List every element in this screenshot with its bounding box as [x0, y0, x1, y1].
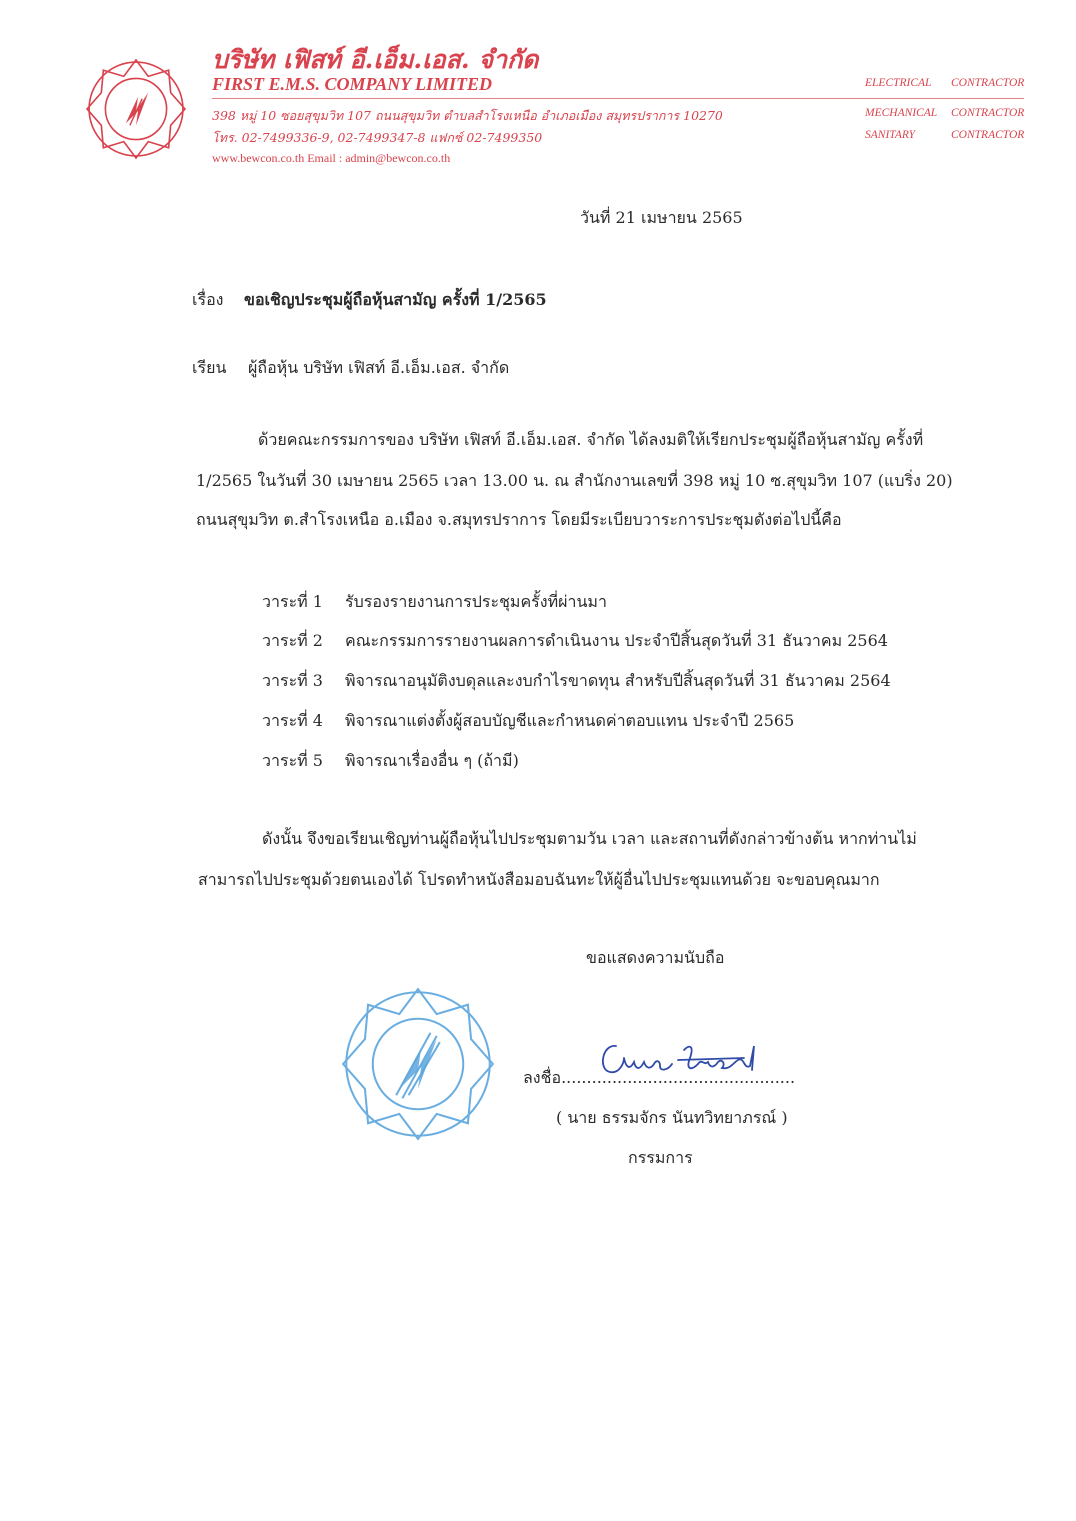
letterhead-divider	[212, 98, 1024, 99]
signer-name: ( นาย ธรรมจักร นันทวิทยาภรณ์ )	[556, 1108, 788, 1127]
service-role-mechanical: CONTRACTOR	[951, 107, 1025, 119]
agenda-number-3: วาระที่ 3	[262, 671, 323, 690]
agenda-text-2: คณะกรรมการรายงานผลการดำเนินงาน ประจำปีสิ้นสุดวันที่ 31 ธันวาคม 2564	[345, 631, 888, 650]
service-field-electrical: ELECTRICAL	[865, 77, 932, 89]
subject-text: ขอเชิญประชุมผู้ถือหุ้นสามัญ ครั้งที่ 1/2565	[244, 290, 547, 309]
company-logo-icon	[85, 58, 187, 160]
intro-line-2: 1/2565 ในวันที่ 30 เมษายน 2565 เวลา 13.00 น. ณ สำนักงานเลขที่ 398 หมู่ 10 ซ.สุขุมวิท 107 (แบริ่ง 20)	[196, 471, 953, 490]
intro-line-3: ถนนสุขุมวิท ต.สำโรงเหนือ อ.เมือง จ.สมุทรปราการ โดยมีระเบียบวาระการประชุมดังต่อไปนี้คือ	[196, 510, 842, 529]
agenda-text-3: พิจารณาอนุมัติงบดุลและงบกำไรขาดทุน สำหรับปีสิ้นสุดวันที่ 31 ธันวาคม 2564	[345, 671, 891, 690]
company-name-english: FIRST E.M.S. COMPANY LIMITED	[212, 74, 493, 94]
regards-text: ขอแสดงความนับถือ	[586, 948, 725, 967]
agenda-text-1: รับรองรายงานการประชุมครั้งที่ผ่านมา	[345, 592, 607, 611]
agenda-text-5: พิจารณาเรื่องอื่น ๆ (ถ้ามี)	[345, 751, 519, 770]
recipient-label: เรียน	[192, 358, 227, 377]
signer-position: กรรมการ	[628, 1148, 693, 1167]
service-field-sanitary: SANITARY	[865, 129, 916, 141]
service-role-sanitary: CONTRACTOR	[951, 129, 1025, 141]
closing-line-1: ดังนั้น จึงขอเรียนเชิญท่านผู้ถือหุ้นไปประชุมตามวัน เวลา และสถานที่ดังกล่าวข้างต้น หากท่านไม่	[262, 829, 917, 848]
agenda-number-5: วาระที่ 5	[262, 751, 323, 770]
company-web-email: www.bewcon.co.th Email : admin@bewcon.co.th	[212, 151, 451, 165]
intro-line-1: ด้วยคณะกรรมการของ บริษัท เฟิสท์ อี.เอ็ม.เอส. จำกัด ได้ลงมติให้เรียกประชุมผู้ถือหุ้นสามัญ ครั้งที่	[258, 430, 924, 449]
agenda-number-4: วาระที่ 4	[262, 711, 323, 730]
service-field-mechanical: MECHANICAL	[865, 107, 938, 119]
subject-label: เรื่อง	[192, 290, 224, 309]
company-phone: โทร. 02-7499336-9, 02-7499347-8 แฟกซ์ 02-7499350	[212, 130, 543, 145]
recipient-text: ผู้ถือหุ้น บริษัท เฟิสท์ อี.เอ็ม.เอส. จำกัด	[248, 358, 510, 377]
agenda-text-4: พิจารณาแต่งตั้งผู้สอบบัญชีและกำหนดค่าตอบแทน ประจำปี 2565	[345, 711, 795, 730]
company-seal-stamp-icon	[340, 986, 496, 1142]
letter-date: วันที่ 21 เมษายน 2565	[580, 208, 743, 227]
company-name-thai: บริษัท เฟิสท์ อี.เอ็ม.เอส. จำกัด	[212, 45, 539, 74]
closing-line-2: สามารถไปประชุมด้วยตนเองได้ โปรดทำหนังสือมอบฉันทะให้ผู้อื่นไปประชุมแทนด้วย จะขอบคุณมาก	[198, 870, 880, 889]
agenda-number-1: วาระที่ 1	[262, 592, 323, 611]
agenda-number-2: วาระที่ 2	[262, 631, 323, 650]
service-role-electrical: CONTRACTOR	[951, 77, 1025, 89]
company-address: 398 หมู่ 10 ซอยสุขุมวิท 107 ถนนสุขุมวิท ตำบลสำโรงเหนือ อำเภอเมือง สมุทรปราการ 10270	[212, 108, 723, 123]
signature-line: ลงชื่อ..............................................	[523, 1068, 796, 1087]
